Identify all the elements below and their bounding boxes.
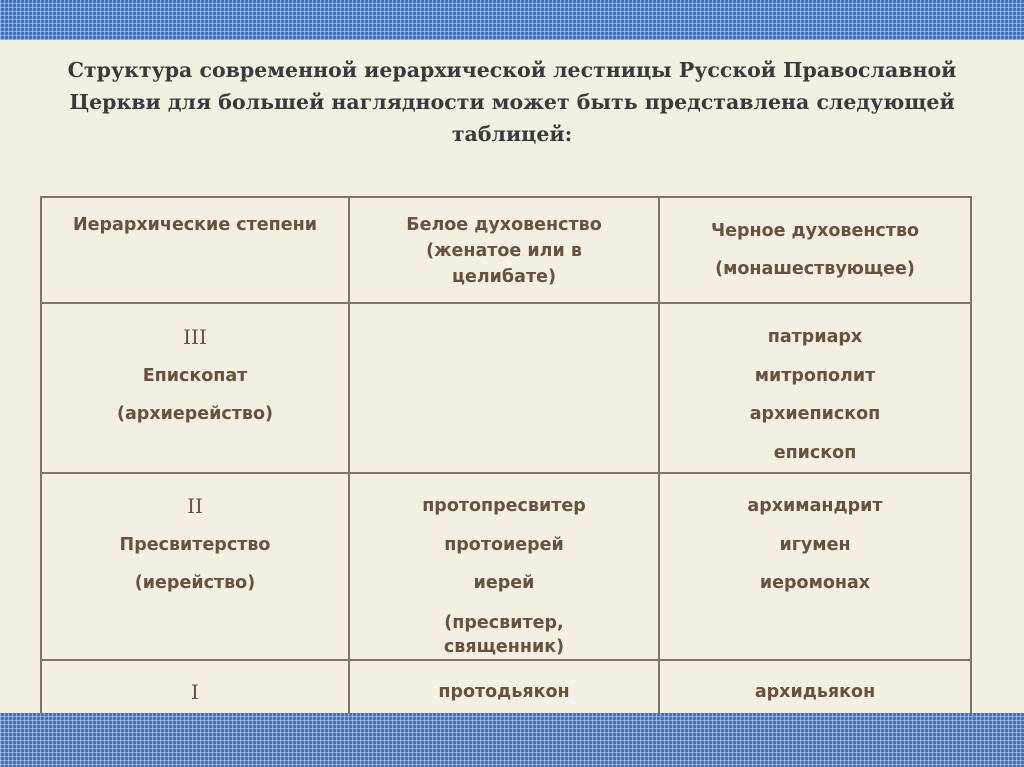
degree-name: Епископат xyxy=(142,365,248,386)
header-white-clergy xyxy=(349,197,659,303)
degree-alt-name: (архиерейство) xyxy=(116,404,274,424)
header-text: (женатое или в xyxy=(426,241,582,261)
table-header-row xyxy=(41,197,971,303)
header-text: Черное духовенство xyxy=(710,221,920,241)
header-text: Белое духовенство xyxy=(406,215,602,235)
header-black-clergy xyxy=(659,197,971,303)
degree-alt-name: (иерейство) xyxy=(134,573,256,593)
white-clergy-cell xyxy=(349,303,659,473)
rank-item: патриарх xyxy=(767,327,863,347)
rank-item: священник) xyxy=(443,636,565,657)
header-text: (монашествующее) xyxy=(715,259,915,279)
degree-numeral: II xyxy=(187,494,203,518)
rank-item: иерей xyxy=(473,573,535,593)
rank-item: (пресвитер, xyxy=(444,612,564,633)
slide-content xyxy=(0,40,1024,713)
rank-item: протодьякон xyxy=(438,681,570,702)
rank-item: епископ xyxy=(773,442,857,463)
header-degrees xyxy=(41,197,349,303)
rank-item: архимандрит xyxy=(747,496,883,516)
rank-item: иеромонах xyxy=(759,573,871,593)
degree-numeral: III xyxy=(183,325,207,349)
rank-item: игумен xyxy=(779,534,851,555)
rank-item: протоиерей xyxy=(444,534,564,555)
top-frame-band xyxy=(0,0,1024,40)
degree-cell xyxy=(41,473,349,660)
rank-item: митрополит xyxy=(754,365,876,386)
heading-line: Церкви для большей наглядности может быть представлена следующей xyxy=(69,90,955,114)
black-clergy-cell xyxy=(659,303,971,473)
rank-item: архидьякон xyxy=(754,681,876,702)
degree-numeral: I xyxy=(191,679,199,704)
table-row xyxy=(41,303,971,473)
hierarchy-table xyxy=(40,196,972,752)
heading-line: таблицей: xyxy=(451,122,573,146)
degree-name: Пресвитерство xyxy=(119,534,271,555)
slide-heading xyxy=(30,54,994,150)
black-clergy-cell xyxy=(659,473,971,660)
rank-item: архиепископ xyxy=(749,404,881,424)
rank-item: протопресвитер xyxy=(422,496,586,516)
heading-line: Структура современной иерархической лестницы Русской Православной xyxy=(67,58,957,82)
header-text: целибате) xyxy=(452,267,556,287)
bottom-frame-band xyxy=(0,713,1024,767)
degree-cell xyxy=(41,303,349,473)
table-row xyxy=(41,473,971,660)
white-clergy-cell xyxy=(349,473,659,660)
header-text: Иерархические степени xyxy=(73,215,317,235)
